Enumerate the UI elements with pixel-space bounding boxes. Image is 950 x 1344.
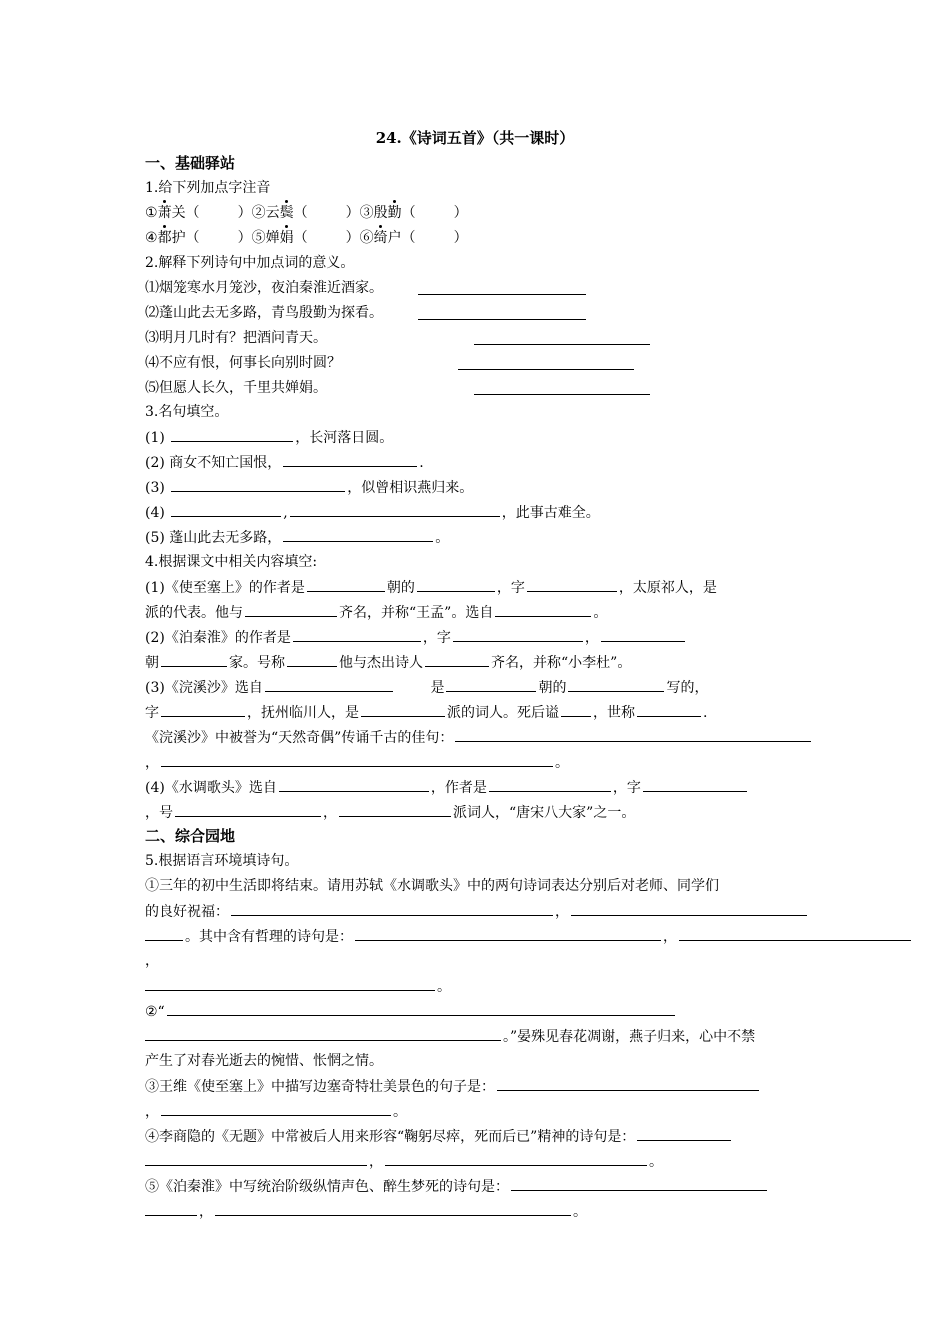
question-5-part-2-line-2: 。”晏殊见春花凋谢，燕子归来，心中不禁 [145,1026,755,1047]
question-5-part-5-line-2: ， 。 [145,1201,587,1222]
question-5-part-2-line-3: 产生了对春光逝去的惋惜、怅惘之情。 [145,1053,383,1069]
answer-blank[interactable] [637,702,701,717]
answer-blank[interactable] [679,926,911,941]
question-2-item-4: ⑷不应有恨，何事长向别时圆？ [145,355,341,371]
answer-blank[interactable] [511,1176,767,1191]
question-4-line-9: (4)《水调歌头》选自 ，作者是 ，字 [145,777,749,798]
answer-blank[interactable] [418,319,586,320]
answer-blank[interactable] [355,926,661,941]
question-4-line-3: (2)《泊秦淮》的作者是 ，字 ， [145,627,687,648]
answer-blank[interactable] [167,1001,675,1016]
question-2-item-3: ⑶明月几时有？把酒问青天。 [145,330,327,346]
answer-blank[interactable] [283,527,433,542]
question-3-item-3: (3) ，似曾相识燕归来。 [145,477,473,498]
answer-blank[interactable] [145,926,183,941]
question-5-label: 5.根据语言环境填诗句。 [145,853,299,869]
question-1-row-2: ④都护（ ）⑤婵娟（ ）⑥绮户（ ） [145,230,468,246]
dotted-char: 勤 [387,205,402,221]
answer-blank[interactable] [245,602,337,617]
dotted-char: 都 [157,230,172,246]
item-number: ④ [145,230,158,246]
question-3-label: 3.名句填空。 [145,404,229,420]
answer-blank[interactable] [307,577,385,592]
answer-blank[interactable] [361,702,445,717]
answer-blank[interactable] [161,702,245,717]
item-number: ② [251,205,266,221]
section-heading-basics: 一、基础驿站 [145,154,236,172]
question-4-line-8: ， 。 [145,752,569,773]
question-2-item-2: ⑵蓬山此去无多路，青鸟殷勤为探看。 [145,305,383,321]
answer-blank[interactable] [495,602,591,617]
question-5-part-1-line-1: ①三年的初中生活即将结束。请用苏轼《水调歌头》中的两句诗词表达分别后对老师、同学们 [145,878,719,894]
question-5-part-3-line-2: ， 。 [145,1101,407,1122]
answer-blank[interactable] [446,677,536,692]
answer-blank[interactable] [571,901,807,916]
question-2-label: 2.解释下列诗句中加点词的意义。 [145,255,355,271]
answer-blank[interactable] [339,802,451,817]
answer-blank[interactable] [458,369,634,370]
question-5-part-1-line-3: 。其中含有哲理的诗句是： ， [145,926,913,947]
dotted-char: 鬓 [279,205,294,221]
question-4-line-6: 字 ，抚州临川人，是 派的词人。死后谥 ，世称 . [145,702,707,723]
question-5-part-5-line-1: ⑤《泊秦淮》中写统治阶级纵情声色、醉生梦死的诗句是： [145,1176,769,1197]
answer-blank[interactable] [171,502,281,517]
question-1-label: 1.给下列加点字注音 [145,180,271,196]
answer-blank[interactable] [474,394,650,395]
answer-blank[interactable] [601,627,685,642]
answer-blank[interactable] [637,1126,731,1141]
question-3-item-2: (2) 商女不知亡国恨， . [145,452,424,473]
answer-blank[interactable] [385,1151,647,1166]
answer-blank[interactable] [145,1151,367,1166]
question-5-part-2-line-1: ②“ [145,1001,677,1022]
question-2-item-1: ⑴烟笼寒水月笼沙，夜泊秦淮近酒家。 [145,280,383,296]
answer-blank[interactable] [290,502,500,517]
answer-blank[interactable] [643,777,747,792]
answer-blank[interactable] [417,577,495,592]
answer-blank[interactable] [418,294,586,295]
question-4-line-1: (1)《使至塞上》的作者是 朝的 ，字 ，太原祁人，是 [145,577,717,598]
answer-blank[interactable] [497,1076,759,1091]
section-heading-comprehensive: 二、综合园地 [145,827,236,845]
answer-blank[interactable] [175,802,321,817]
question-3-item-5: (5) 蓬山此去无多路， 。 [145,527,449,548]
question-4-line-5: (3)《浣溪沙》选自 是 朝的 写的， [145,677,708,698]
answer-blank[interactable] [279,777,429,792]
answer-blank[interactable] [489,777,611,792]
question-2-item-5: ⑸但愿人长久，千里共婵娟。 [145,380,327,396]
answer-blank[interactable] [171,427,293,442]
question-4-line-10: ，号 ， 派词人，“唐宋八大家”之一。 [145,802,635,823]
answer-blank[interactable] [561,702,591,717]
question-5-part-1-line-5: 。 [145,976,451,997]
item-number: ⑥ [359,230,374,246]
answer-blank[interactable] [161,752,553,767]
answer-blank[interactable] [293,627,421,642]
answer-blank[interactable] [231,901,553,916]
answer-blank[interactable] [568,677,664,692]
question-5-part-4-line-1: ④李商隐的《无题》中常被后人用来形容“鞠躬尽瘁，死而后已”精神的诗句是： [145,1126,733,1147]
question-1-row-1: ①萧关（ ）②云鬓（ ）③殷勤（ ） [145,205,468,221]
answer-blank[interactable] [425,652,489,667]
answer-blank[interactable] [265,677,393,692]
question-5-part-3-line-1: ③王维《使至塞上》中描写边塞奇特壮美景色的句子是： [145,1076,761,1097]
answer-blank[interactable] [171,477,345,492]
question-5-part-1-line-2: 的良好祝福： ， [145,901,809,922]
answer-blank[interactable] [455,727,811,742]
answer-blank[interactable] [145,1026,501,1041]
question-4-line-4: 朝 家。号称 他与杰出诗人 齐名，并称“小李杜”。 [145,652,631,673]
answer-blank[interactable] [161,652,227,667]
answer-blank[interactable] [215,1201,571,1216]
question-4-line-2: 派的代表。他与 齐名，并称“王孟”。选自 。 [145,602,607,623]
answer-blank[interactable] [474,344,650,345]
question-4-label: 4.根据课文中相关内容填空: [145,554,318,570]
answer-blank[interactable] [145,1201,197,1216]
page-title: 24.《诗词五首》（共一课时） [375,129,575,147]
answer-blank[interactable] [283,452,417,467]
answer-blank[interactable] [453,627,583,642]
answer-blank[interactable] [527,577,617,592]
dotted-char: 绮 [373,230,388,246]
item-number: ① [145,205,158,221]
question-5-part-1-line-4: ， [145,953,159,969]
item-number: ③ [359,205,374,221]
dotted-char: 萧 [157,205,172,221]
item-number: ⑤ [251,230,266,246]
question-3-item-1: (1) ，长河落日圆。 [145,427,393,448]
answer-blank[interactable] [145,976,435,991]
question-3-item-4: (4) , ，此事古难全。 [145,502,600,523]
question-4-line-7: 《浣溪沙》中被誉为“天然奇偶”传诵千古的佳句： [145,727,813,748]
answer-blank[interactable] [287,652,337,667]
answer-blank[interactable] [161,1101,391,1116]
question-5-part-4-line-2: ， 。 [145,1151,663,1172]
dotted-char: 娟 [279,230,294,246]
